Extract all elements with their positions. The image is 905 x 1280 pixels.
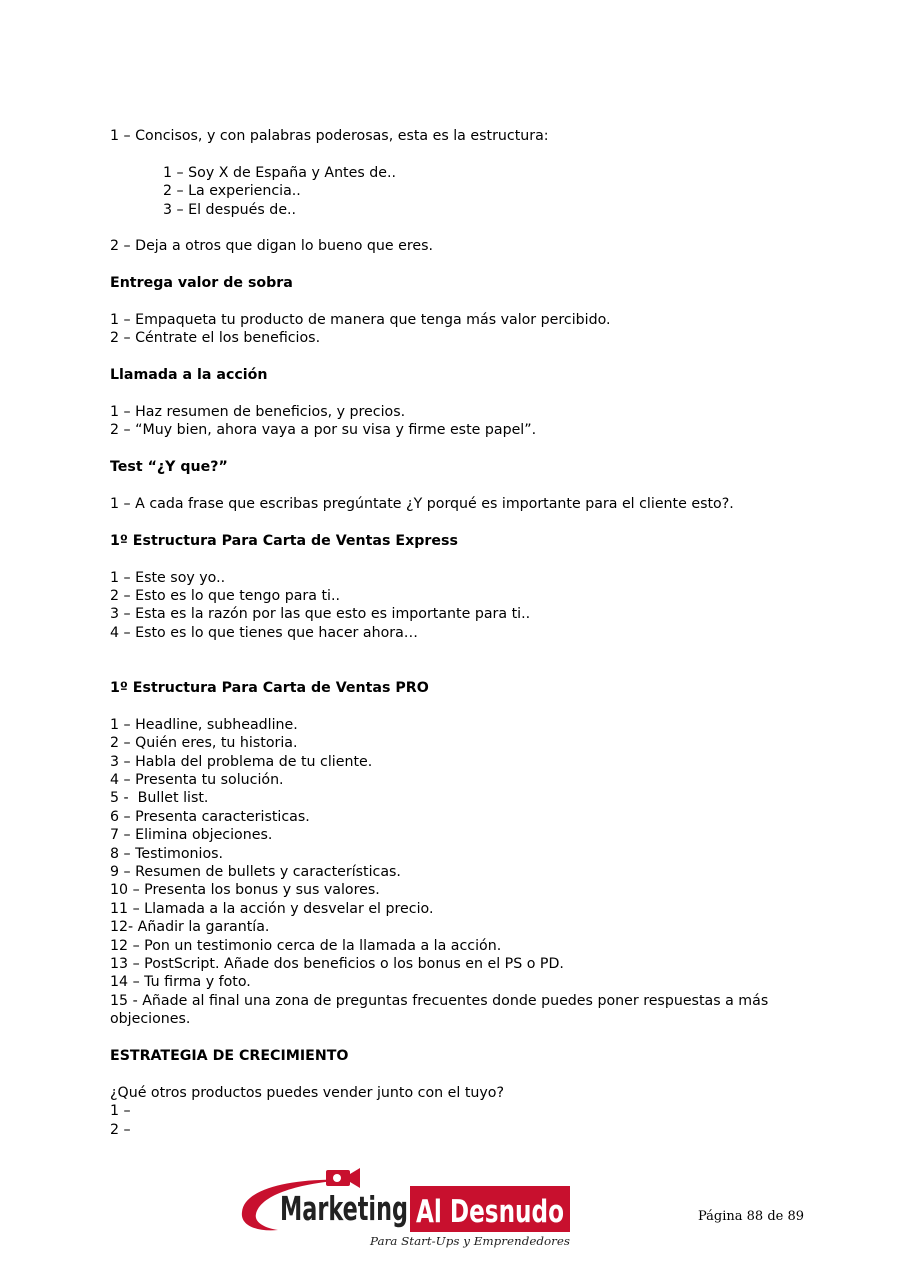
list-item: 10 – Presenta los bonus y sus valores.: [110, 882, 380, 899]
section-heading: Llamada a la acción: [110, 367, 268, 384]
list-item: 3 – Habla del problema de tu cliente.: [110, 753, 373, 770]
paragraph: ¿Qué otros productos puedes vender junto con el tuyo?: [110, 1084, 504, 1101]
section-heading: 1º Estructura Para Carta de Ventas PRO: [110, 680, 429, 696]
list-item: 2 – Esto es lo que tengo para ti..: [110, 588, 340, 604]
paragraph: 1 – Concisos, y con palabras poderosas, esta es la estructura:: [110, 128, 549, 144]
list-item: 4 – Presenta tu solución.: [110, 772, 284, 789]
list-item: 1 – A cada frase que escribas pregúntate ¿Y porqué es importante para el cliente esto?.: [110, 496, 734, 512]
list-item: 4 – Esto es lo que tienes que hacer ahora…: [110, 624, 418, 641]
logo-word-2: Al Desnudo: [416, 1194, 564, 1230]
section-heading: 1º Estructura Para Carta de Ventas Express: [110, 532, 458, 549]
list-item: 5 - Bullet list.: [110, 790, 209, 807]
list-item: 2 – Quién eres, tu historia.: [110, 735, 298, 752]
list-item: 2 –: [110, 1121, 131, 1138]
list-item: 1 – Haz resumen de beneficios, y precios.: [110, 404, 406, 420]
paragraph: 2 – Deja a otros que digan lo bueno que eres.: [110, 238, 434, 255]
list-item: 1 – Este soy yo..: [110, 569, 226, 586]
list-item: 11 – Llamada a la acción y desvelar el precio.: [110, 900, 434, 917]
list-item: 2 – Céntrate el los beneficios.: [110, 330, 321, 347]
logo-graphic: [234, 1162, 574, 1250]
list-item: 1 – Soy X de España y Antes de..: [163, 164, 397, 181]
list-item: 1 – Headline, subheadline.: [110, 716, 298, 733]
list-item: 13 – PostScript. Añade dos beneficios o los bonus en el PS o PD.: [110, 956, 564, 973]
page-number: Página 88 de 89: [698, 1209, 805, 1224]
logo-word-1: Marketing: [280, 1189, 408, 1228]
camera-icon: [326, 1168, 360, 1188]
logo-tagline: Para Start-Ups y Emprendedores: [368, 1235, 571, 1248]
list-item: 1 – Empaqueta tu producto de manera que tenga más valor percibido.: [110, 312, 611, 328]
list-item: 9 – Resumen de bullets y características.: [110, 864, 401, 881]
list-item: 14 – Tu firma y foto.: [110, 974, 251, 991]
list-item: 1 –: [110, 1103, 131, 1120]
document-body: [110, 127, 800, 1139]
list-item: 2 – “Muy bien, ahora vaya a por su visa y firme este papel”.: [110, 422, 537, 439]
section-heading: Entrega valor de sobra: [110, 275, 293, 292]
list-item: 8 – Testimonios.: [110, 845, 224, 862]
list-item: 2 – La experiencia..: [163, 183, 301, 200]
brand-logo: [234, 1162, 574, 1250]
list-item: 12- Añadir la garantía.: [110, 919, 270, 936]
list-item: 6 – Presenta caracteristicas.: [110, 808, 310, 825]
list-item: 3 – El después de..: [163, 201, 297, 218]
list-item: 12 – Pon un testimonio cerca de la llamada a la acción.: [110, 937, 502, 954]
section-heading: Test “¿Y que?”: [110, 459, 228, 476]
list-item: 7 – Elimina objeciones.: [110, 827, 273, 844]
list-item: 3 – Esta es la razón por las que esto es importante para ti..: [110, 606, 531, 623]
section-heading: ESTRATEGIA DE CRECIMIENTO: [110, 1048, 349, 1065]
list-item: 15 - Añade al final una zona de preguntas frecuentes donde puedes poner respuestas a más objeciones.: [110, 992, 769, 1028]
